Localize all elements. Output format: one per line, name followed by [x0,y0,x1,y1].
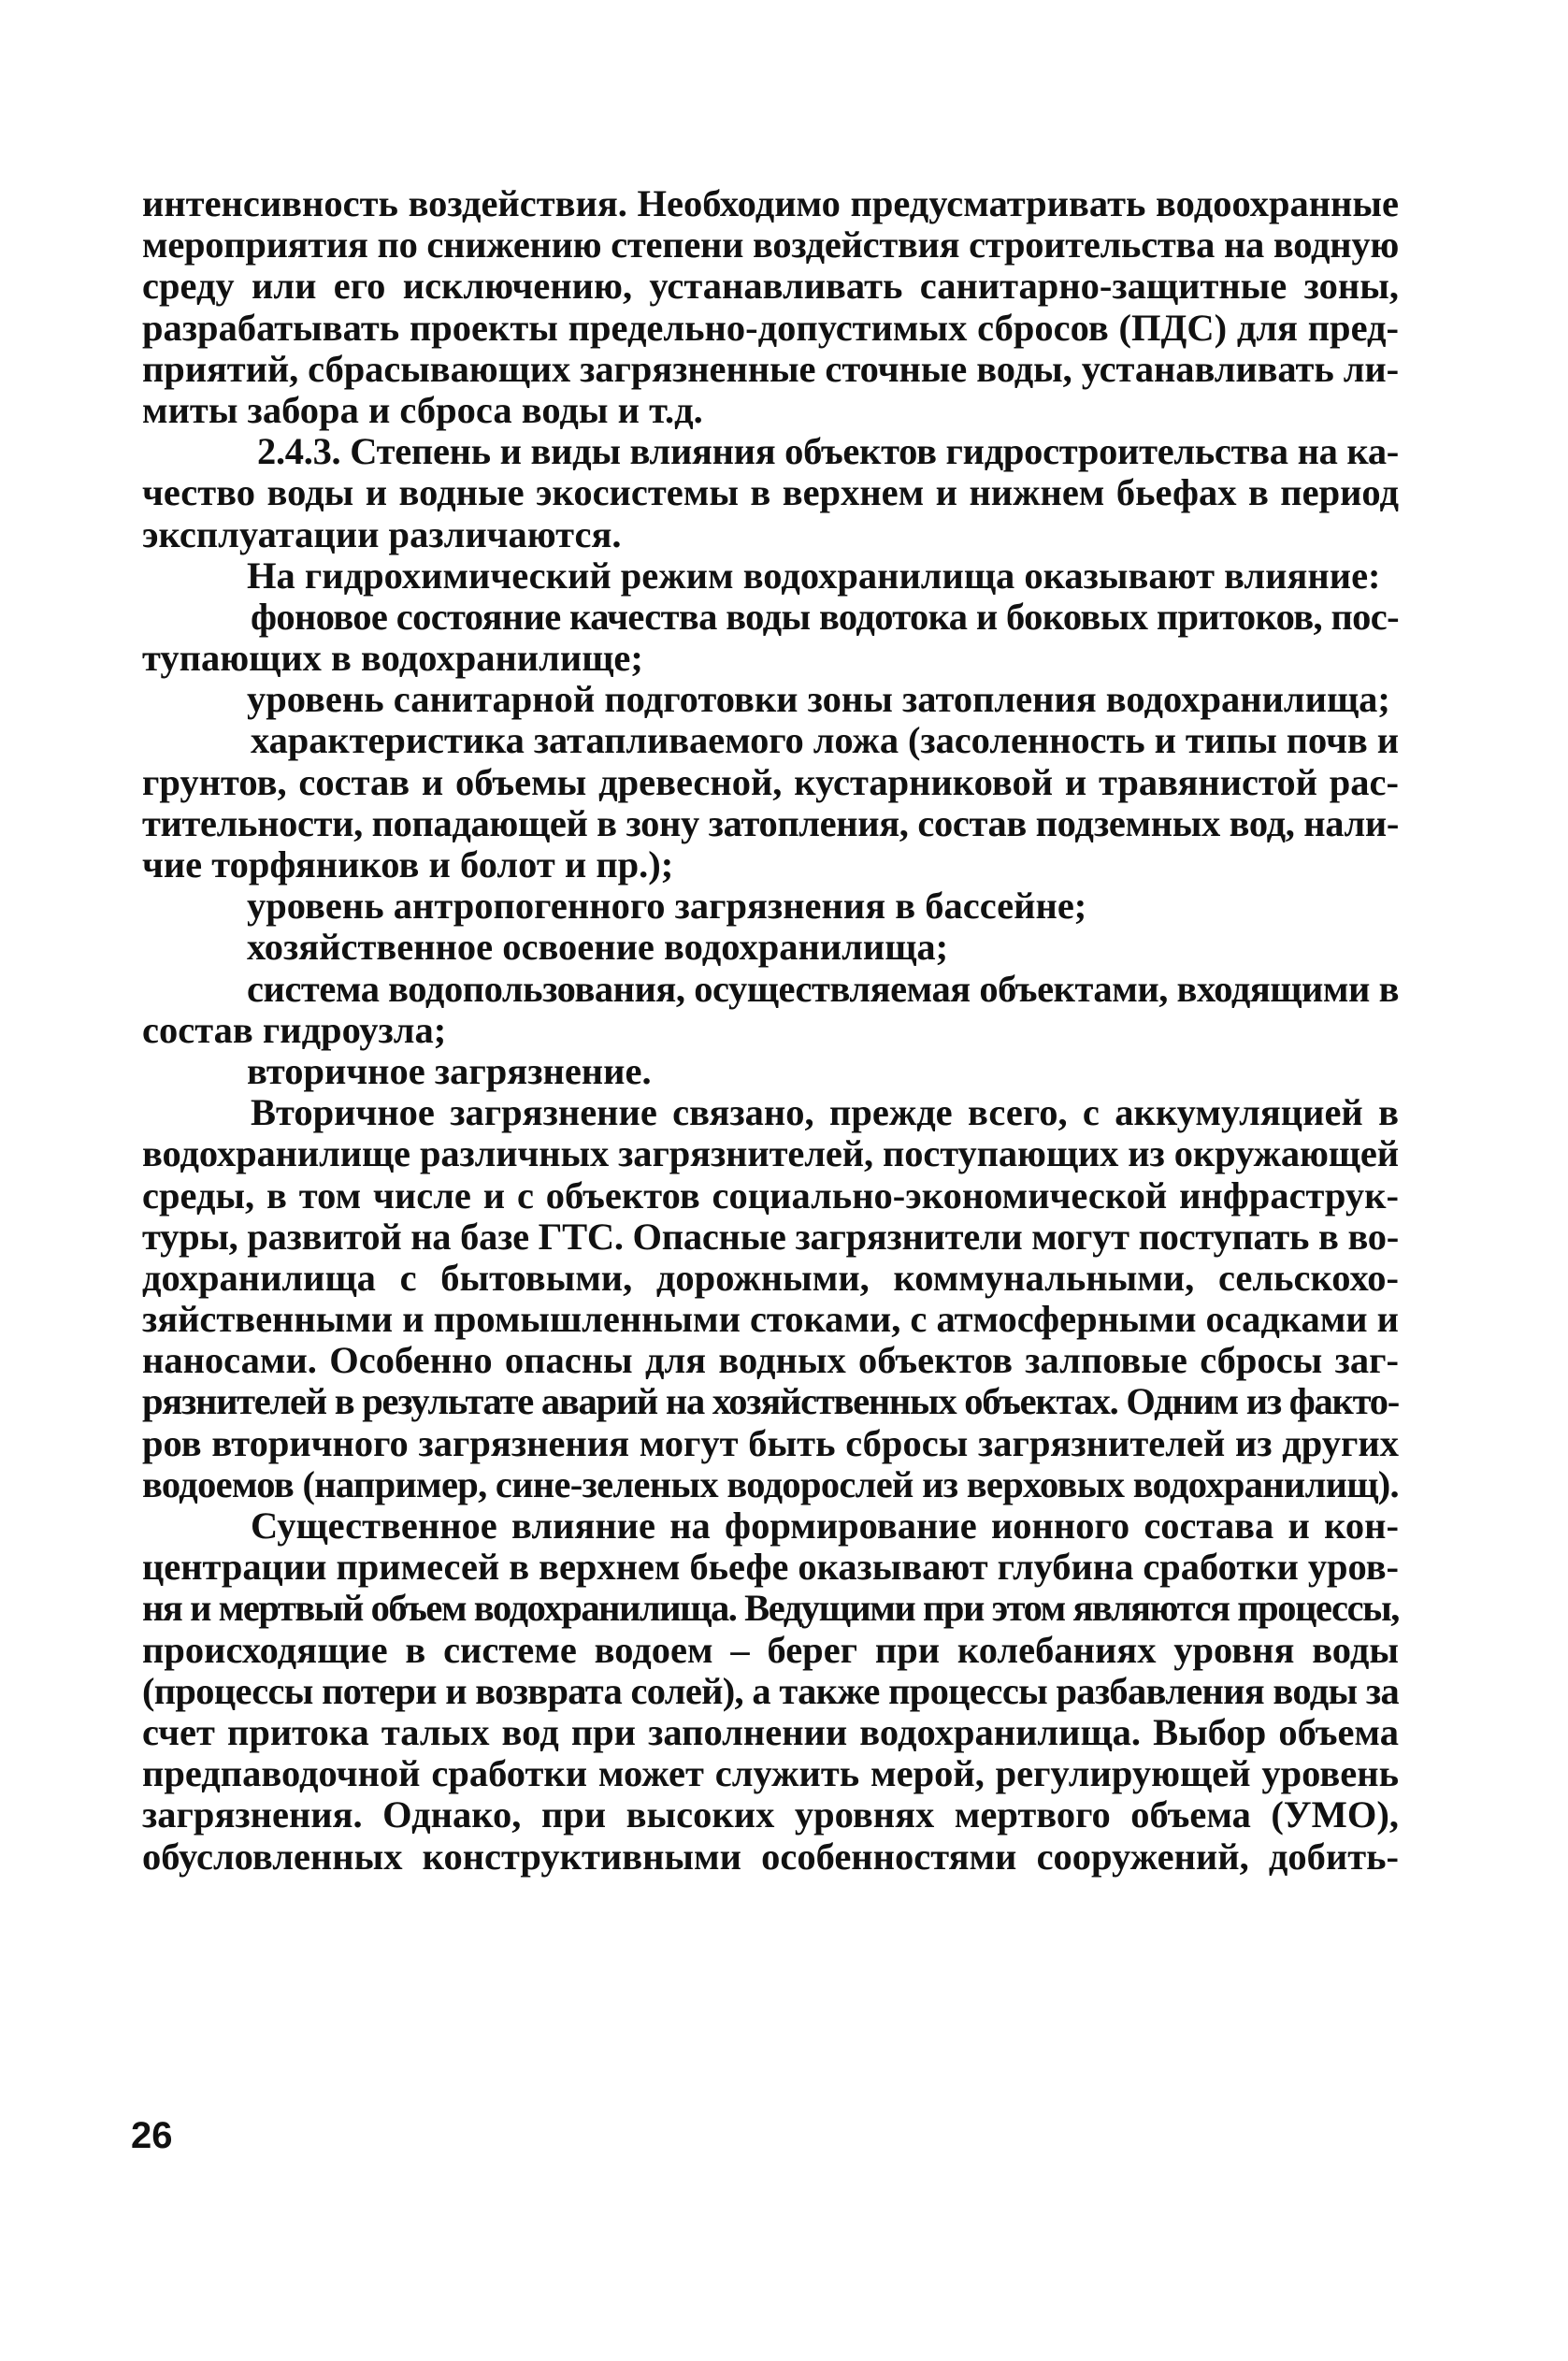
text-line: 2.4.3. Степень и виды влияния объектов гидростроительства на ка- [257,431,1399,473]
text-line: характеристика затапливаемого ложа (засоленность и типы почв и [251,720,1399,762]
text-line: предпаводочной сработки может служить мерой, регулирующей уровень [142,1753,1399,1795]
text-line: ня и мертвый объем водохранилища. Ведущими при этом являются процессы, [142,1588,1399,1630]
text-line: рязнителей в результате аварий на хозяйственных объектах. Одним из факто- [142,1381,1399,1423]
text-line: вторичное загрязнение. [247,1050,652,1092]
text-line: грунтов, состав и объемы древесной, кустарниковой и травянистой рас- [142,761,1399,803]
text-line: мероприятия по снижению степени воздействия строительства на водную [142,224,1399,266]
text-line: центрации примесей в верхнем бьефе оказывают глубина сработки уров- [142,1547,1399,1589]
text-line: зяйственными и промышленными стоками, с атмосферными осадками и [142,1299,1399,1341]
text-line: тупающих в водохранилище; [142,638,643,680]
text-line: чие торфяников и болот и пр.); [142,844,674,885]
text-line: На гидрохимический режим водохранилища оказывают влияние: [247,554,1381,597]
text-line: ров вторичного загрязнения могут быть сбросы загрязнителей из других [142,1422,1399,1464]
text-line: эксплуатации различаются. [142,513,622,555]
text-line: среду или его исключению, устанавливать санитарно-защитные зоны, [142,266,1399,308]
text-line: обусловленных конструктивными особенностями сооружений, добить- [142,1836,1399,1878]
text-line: происходящие в системе водоем – берег при колебаниях уровня воды [142,1629,1399,1671]
text-line: туры, развитой на базе ГТС. Опасные загрязнители могут поступать в во- [142,1216,1399,1258]
text-line: (процессы потери и возврата солей), а также процессы разбавления воды за [142,1670,1399,1712]
text-line: система водопользования, осуществляемая объектами, входящими в [247,968,1399,1010]
text-line: Вторичное загрязнение связано, прежде всего, с аккумуляцией в [251,1092,1399,1134]
text-line: уровень санитарной подготовки зоны затопления водохранилища; [247,679,1390,721]
text-line: Существенное влияние на формирование ионного состава и кон- [251,1505,1399,1547]
text-line: чество воды и водные экосистемы в верхнем и нижнем бьефах в период [142,472,1399,514]
text-line: наносами. Особенно опасны для водных объектов залповые сбросы заг- [142,1340,1399,1382]
text-line: разрабатывать проекты предельно-допустимых сбросов (ПДС) для пред- [142,307,1399,349]
text-line: миты забора и сброса воды и т.д. [142,389,703,431]
text-line: хозяйственное освоение водохранилища; [247,927,949,969]
text-line: состав гидроузла; [142,1009,447,1051]
text-line: уровень антропогенного загрязнения в бассейне; [247,885,1087,928]
text-line: водохранилище различных загрязнителей, поступающих из окружающей [142,1133,1399,1175]
text-line: тительности, попадающей в зону затопления, состав подземных вод, нали- [142,802,1399,844]
text-line: загрязнения. Однако, при высоких уровнях мертвого объема (УМО), [142,1794,1399,1836]
page-number: 26 [131,2115,173,2156]
text-line: среды, в том числе и с объектов социально-экономической инфраструк- [142,1174,1399,1216]
text-line: интенсивность воздействия. Необходимо предусматривать водоохранные [142,183,1399,224]
text-line: счет притока талых вод при заполнении водохранилища. Выбор объема [142,1711,1399,1753]
text-line: приятий, сбрасывающих загрязненные сточные воды, устанавливать ли- [142,348,1399,390]
body-text [142,183,1399,1878]
text-line: дохранилища с бытовыми, дорожными, коммунальными, сельскохо- [142,1257,1399,1299]
text-line: фоновое состояние качества воды водотока и боковых притоков, пос- [251,596,1399,638]
text-line: водоемов (например, сине-зеленых водорослей из верховых водохранилищ). [142,1463,1399,1505]
